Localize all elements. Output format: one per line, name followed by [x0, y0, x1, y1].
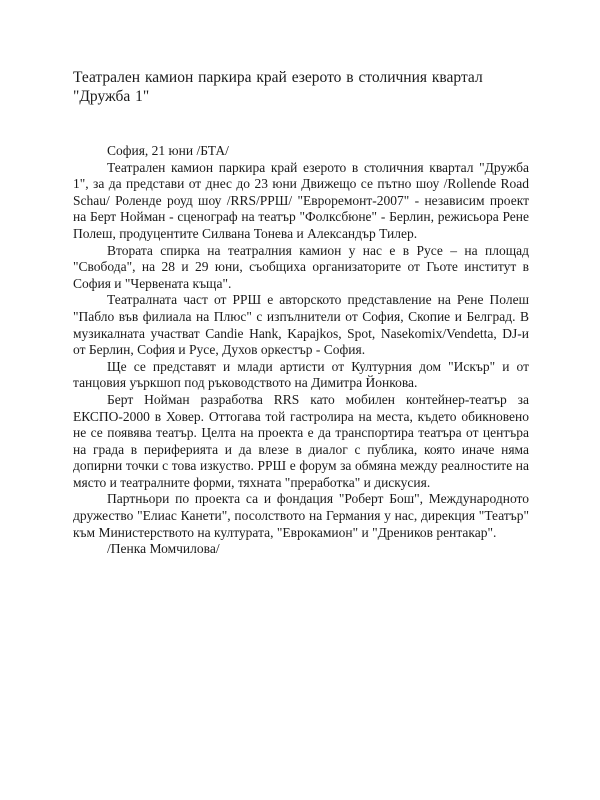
article-paragraph: Втората спирка на театралния камион у нас е в Русе – на площад "Свобода", на 28 и 29 юни, съобщиха организаторите от Гьоте институт в София и "Червената къща".: [73, 242, 529, 291]
article-paragraph: Берт Нойман разработва RRS като мобилен контейнер-театър за ЕКСПО-2000 в Ховер. Оттогава той гастролира на места, където обикновено не се появява театър. Целта на проекта е да транспортира театъра от центъра на града в периферията и да влезе в диалог с публика, която иначе няма допирни точки с това изкуство. РРШ е форум за обмяна между реалностите на място и театралните форми, тяхната "преработка" и дискусия.: [73, 391, 529, 490]
article-paragraph: Ще се представят и млади артисти от Културния дом "Искър" и от танцовия уъркшоп под ръководството на Димитра Йонкова.: [73, 358, 529, 391]
article-author: /Пенка Момчилова/: [107, 541, 220, 557]
article-paragraph: Партньори по проекта са и фондация "Роберт Бош", Международното дружество "Елиас Канети", посолството на Германия у нас, дирекция "Театър" към Министерството на културата, "Еврокамион" и "Дреников рентакар".: [73, 491, 529, 540]
article-paragraph: Театралната част от РРШ е авторското представление на Рене Полеш "Пабло във филиала на Плюс" с изпълнители от София, Скопие и Белград. В музикалната участват Candie Hank, Kapajkos, Spot, Nasekomix/Vendetta, DJ-и от Берлин, София и Русе, Духов оркестър - София.: [73, 292, 529, 358]
article-title: Театрален камион паркира край езерото в столичния квартал "Дружба 1": [73, 69, 483, 105]
article-dateline: София, 21 юни /БТА/: [107, 143, 229, 158]
article-paragraph: Театрален камион паркира край езерото в столичния квартал "Дружба 1", за да представи от днес до 23 юни Движещо се пътно шоу /Rollende Road Schau/ Роленде роуд шоу /RRS/РРШ/ "Евроремонт-2007" - независим проект на Берт Нойман - сценограф на театър "Фолксбюне" - Берлин, режисьора Рене Полеш, продуцентите Силвана Тонева и Александър Тилер.: [73, 159, 529, 241]
article-body: [73, 143, 529, 558]
document-page: [73, 68, 529, 558]
